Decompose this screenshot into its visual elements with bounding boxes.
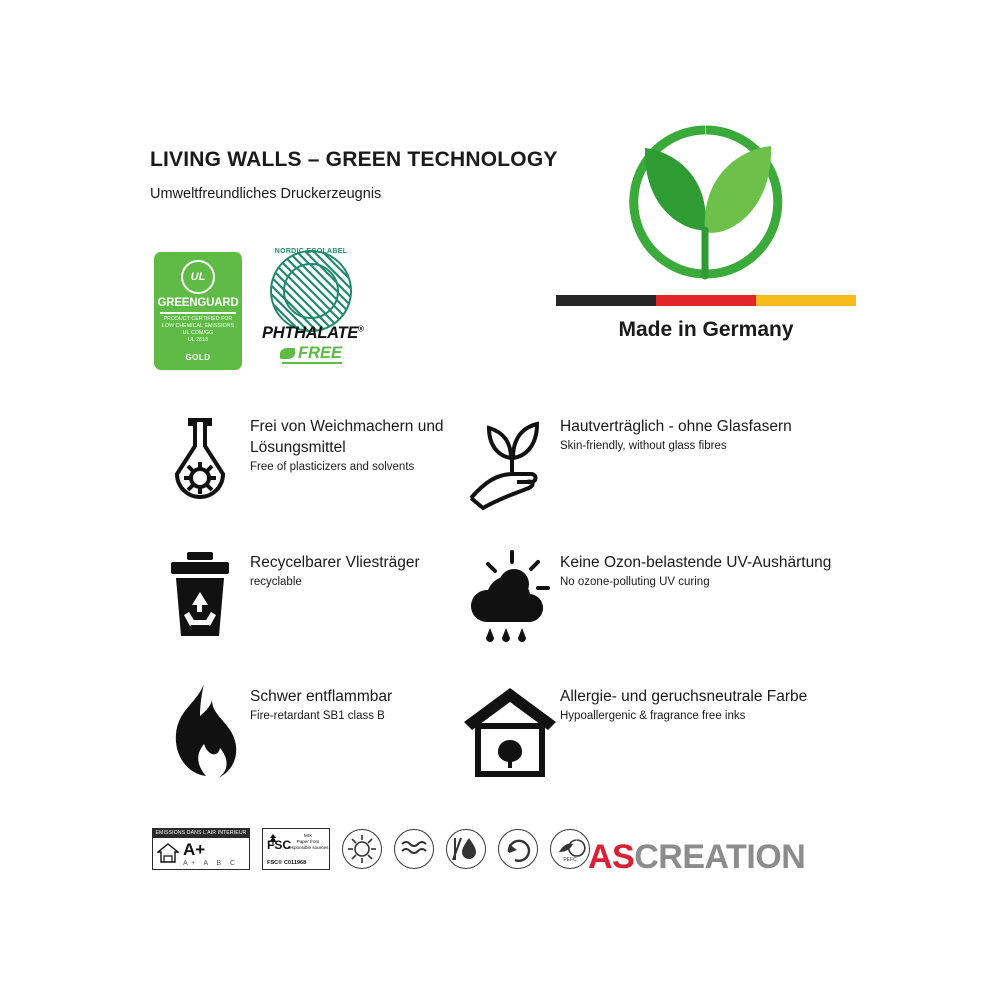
house-leaf-icon xyxy=(460,682,560,782)
feature-item xyxy=(460,412,850,512)
feature-title: Frei von Weichmachern und Lösungsmittel xyxy=(250,418,444,456)
free-underline xyxy=(282,362,342,364)
page-subtitle: Umweltfreundliches Druckerzeugnis xyxy=(150,186,382,202)
greenguard-line4: UL 2818 xyxy=(187,337,209,343)
no-drip-icon xyxy=(446,829,486,869)
greenguard-line2: LOW CHEMICAL EMISSIONS xyxy=(161,323,235,329)
feature-subtitle: Skin-friendly, without glass fibres xyxy=(560,440,727,452)
fsc-wordmark: FSC xyxy=(267,838,291,852)
fsc-logo xyxy=(262,828,330,870)
brand-creation: CREATION xyxy=(634,838,806,876)
registered-mark: ® xyxy=(358,324,364,334)
feature-subtitle: Free of plasticizers and solvents xyxy=(250,461,415,473)
fsc-claim xyxy=(287,833,329,851)
feature-title: Keine Ozon-belastende UV-Aushärtung xyxy=(560,554,832,571)
pefc-icon xyxy=(550,829,590,869)
feature-subtitle: Fire-retardant SB1 class B xyxy=(250,710,385,722)
greenguard-badge xyxy=(154,252,242,370)
greenguard-line3: UL.COM/GG xyxy=(182,330,214,336)
phthalate-label: PHTHALATE xyxy=(262,324,358,342)
feature-texts xyxy=(560,682,807,722)
feature-item xyxy=(460,682,850,782)
feature-title: Schwer entflammbar xyxy=(250,688,393,705)
svg-text:PEFC: PEFC xyxy=(563,857,577,863)
flag-stripe-black xyxy=(556,295,656,306)
hand-sprout-icon xyxy=(460,412,560,512)
fsc-line1: MIX xyxy=(303,833,313,838)
ul-mark-icon: UL xyxy=(181,260,215,294)
brand-as: AS xyxy=(588,838,635,876)
free-label: FREE xyxy=(297,344,342,362)
feature-title: Recycelbarer Vliesträger xyxy=(250,554,420,571)
fsc-line2: Paper from xyxy=(296,839,320,844)
nordic-ecolabel-inner xyxy=(283,263,339,319)
nordic-ecolabel-text: NORDIC ECOLABEL xyxy=(274,248,348,255)
flag-stripe-red xyxy=(656,295,756,306)
made-in-germany-caption: Made in Germany xyxy=(618,318,794,341)
waves-icon xyxy=(394,829,434,869)
phthalate-free-badge xyxy=(262,248,364,372)
made-in-germany-block xyxy=(556,120,856,341)
german-flag-icon xyxy=(556,295,856,306)
feature-item xyxy=(460,548,850,648)
air-quality-grade: A+ xyxy=(183,840,206,859)
feature-subtitle: No ozone-polluting UV curing xyxy=(560,576,710,588)
feature-texts xyxy=(250,682,392,722)
leaf-icon xyxy=(280,348,295,359)
greenguard-divider xyxy=(160,312,236,314)
page-title: LIVING WALLS – GREEN TECHNOLOGY xyxy=(150,148,558,171)
sun-cloud-rain-icon xyxy=(460,548,560,648)
fsc-code: FSC® C011968 xyxy=(267,860,307,866)
recycle-bin-icon xyxy=(150,548,250,648)
greenguard-details xyxy=(154,316,242,344)
flag-stripe-gold xyxy=(756,295,856,306)
certification-logos-row xyxy=(152,828,590,870)
sun-burst-icon xyxy=(342,829,382,869)
green-leaf-logo-icon xyxy=(556,120,856,275)
feature-texts xyxy=(560,412,792,452)
brand-logo xyxy=(588,838,805,877)
air-quality-scale: A+ A B C xyxy=(183,860,239,867)
phthalate-word xyxy=(262,324,364,343)
recycle-loop-icon xyxy=(498,829,538,869)
feature-texts xyxy=(560,548,831,588)
nordic-ecolabel-icon xyxy=(270,250,352,332)
flame-icon xyxy=(150,682,250,782)
flask-icon xyxy=(150,412,250,512)
fsc-line3: responsible sources xyxy=(287,845,329,850)
greenguard-name: GREENGUARD xyxy=(157,297,239,309)
air-label-header: EMISSIONS DANS L'AIR INTERIEUR xyxy=(153,829,249,838)
feature-subtitle: recyclable xyxy=(250,576,302,588)
greenguard-level: GOLD xyxy=(185,353,211,362)
feature-title: Allergie- und geruchsneutrale Farbe xyxy=(560,688,808,705)
feature-subtitle: Hypoallergenic & fragrance free inks xyxy=(560,710,746,722)
house-icon xyxy=(157,842,179,864)
greenguard-line1: PRODUCT CERTIFIED FOR xyxy=(163,316,233,322)
free-row xyxy=(262,344,360,363)
feature-texts xyxy=(250,548,420,588)
feature-title: Hautverträglich - ohne Glasfasern xyxy=(560,418,792,435)
indoor-air-emission-label xyxy=(152,828,250,870)
